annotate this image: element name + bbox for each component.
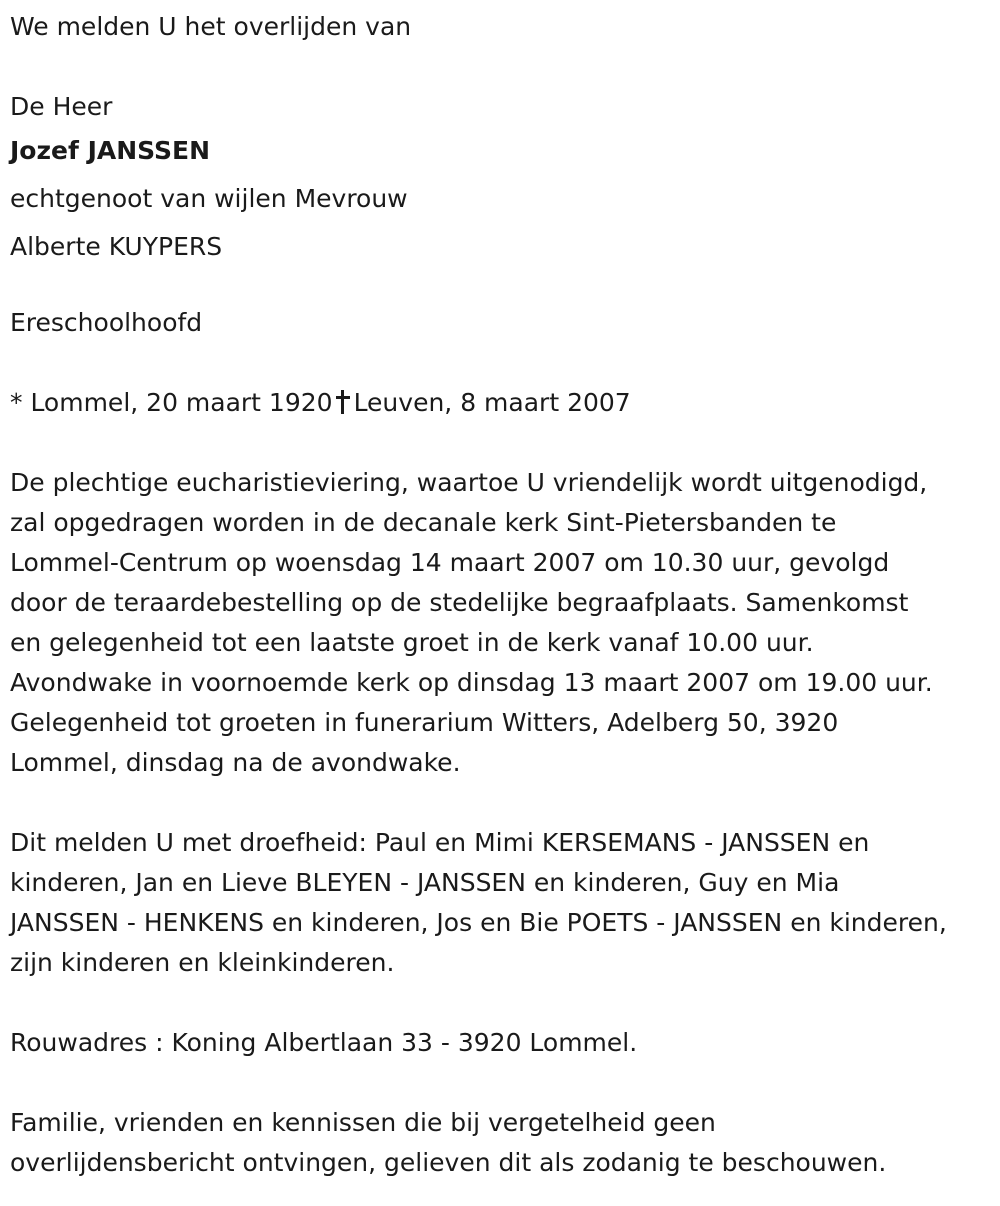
ceremony-line: en gelegenheid tot een laatste groet in de kerk vanaf 10.00 uur.	[10, 628, 814, 657]
closing-paragraph	[10, 1103, 995, 1183]
occupation: Ereschoolhoofd	[10, 308, 203, 337]
family-line: zijn kinderen en kleinkinderen.	[10, 948, 395, 977]
death-notice	[10, 7, 995, 1183]
ceremony-paragraph	[10, 463, 995, 783]
ceremony-line: Lommel, dinsdag na de avondwake.	[10, 748, 461, 777]
family-line: JANSSEN - HENKENS en kinderen, Jos en Bie POETS - JANSSEN en kinderen,	[10, 908, 947, 937]
closing-line: Familie, vrienden en kennissen die bij vergetelheid geen	[10, 1108, 716, 1137]
family-line: Dit melden U met droefheid: Paul en Mimi KERSEMANS - JANSSEN en	[10, 828, 870, 857]
ceremony-line: De plechtige eucharistieviering, waartoe U vriendelijk wordt uitgenodigd,	[10, 468, 928, 497]
ceremony-line: Gelegenheid tot groeten in funerarium Witters, Adelberg 50, 3920	[10, 708, 839, 737]
ceremony-line: zal opgedragen worden in de decanale kerk Sint-Pietersbanden te	[10, 508, 837, 537]
honorific: De Heer	[10, 92, 113, 121]
intro-text: We melden U het overlijden van	[10, 12, 412, 41]
death-info: Leuven, 8 maart 2007	[353, 388, 631, 417]
life-dates	[10, 383, 995, 423]
deceased-name: Jozef JANSSEN	[10, 136, 211, 165]
ceremony-line: Avondwake in voornoemde kerk op dinsdag 13 maart 2007 om 19.00 uur.	[10, 668, 933, 697]
closing-line: overlijdensbericht ontvingen, gelieven dit als zodanig te beschouwen.	[10, 1148, 887, 1177]
ceremony-line: Lommel-Centrum op woensdag 14 maart 2007 om 10.30 uur, gevolgd	[10, 548, 890, 577]
family-paragraph	[10, 823, 995, 983]
mourning-address: Rouwadres : Koning Albertlaan 33 - 3920 Lommel.	[10, 1028, 638, 1057]
birth-info: * Lommel, 20 maart 1920	[10, 388, 333, 417]
spouse-line-2: Alberte KUYPERS	[10, 232, 223, 261]
spouse-line-1: echtgenoot van wijlen Mevrouw	[10, 184, 408, 213]
ceremony-line: door de teraardebestelling op de stedelijke begraafplaats. Samenkomst	[10, 588, 909, 617]
family-line: kinderen, Jan en Lieve BLEYEN - JANSSEN en kinderen, Guy en Mia	[10, 868, 840, 897]
cross-icon	[336, 390, 350, 414]
